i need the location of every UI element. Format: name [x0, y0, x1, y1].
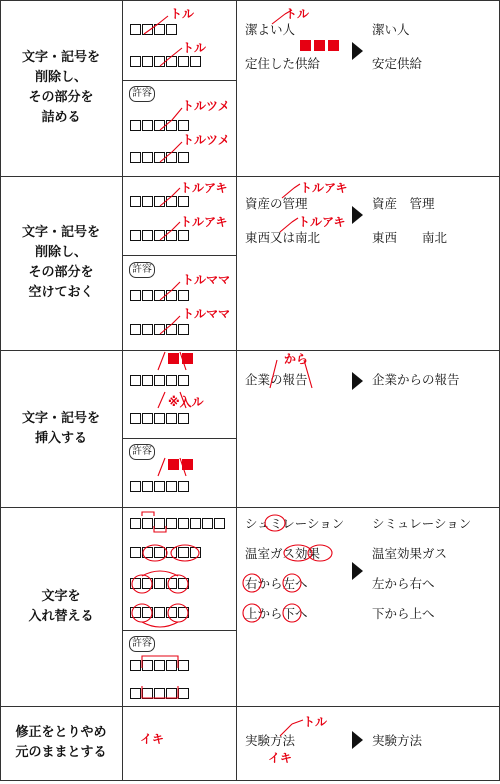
example-result: 実験方法: [372, 733, 423, 748]
example-source: 企業の報告: [245, 372, 308, 387]
strike-stroke: [272, 10, 292, 24]
category-insert: 文字・記号を 挿入する: [21, 410, 100, 446]
mark-toru: トル: [285, 7, 310, 21]
swap-stroke: [132, 575, 152, 593]
example-result: 資産 管理: [372, 196, 435, 211]
example-result: 潔い人: [372, 22, 410, 37]
strike-stroke: [160, 282, 180, 300]
swap-stroke: [243, 604, 261, 622]
category-delete-close: 文字・記号を 削除し、 その部分を 詰める: [21, 50, 100, 125]
mark-toruaki: トルアキ: [298, 215, 346, 229]
mark-torutsume: トルツメ: [182, 133, 230, 147]
strike-stroke: [280, 218, 298, 232]
mark-block: [182, 459, 193, 470]
swap-stroke: [265, 515, 285, 531]
swap-stroke: [243, 574, 261, 592]
category-swap: 文字を 入れ替える: [28, 588, 94, 624]
mark-toru: トル: [170, 7, 195, 21]
example-source: 東西又は南北: [245, 230, 321, 245]
swap-stroke: [168, 604, 188, 622]
example-source: 温室ガス効果: [245, 546, 321, 561]
swap-stroke: [132, 604, 152, 622]
example-result: 左から右へ: [372, 576, 435, 591]
strike-stroke: [160, 142, 182, 162]
mark-block: [314, 40, 325, 51]
mark-toru: トル: [303, 715, 328, 729]
mark-block: [328, 40, 339, 51]
example-result: シミュレーション: [372, 516, 472, 531]
allowed-badge: 許容: [129, 262, 155, 278]
swap-stroke: [143, 545, 167, 561]
mark-toruaki: トルアキ: [180, 215, 228, 229]
mark-torumama: トルママ: [182, 307, 231, 321]
example-source: 上から下へ: [245, 606, 308, 621]
example-result: 東西 南北: [372, 230, 448, 245]
swap-stroke: [142, 622, 178, 627]
swap-stroke: [168, 575, 188, 593]
strike-stroke: [160, 188, 180, 206]
swap-stroke: [142, 512, 166, 532]
mark-block: [168, 459, 179, 470]
allowed-badge: 許容: [129, 636, 155, 652]
insert-stroke: [158, 392, 186, 408]
example-source: 資産の管理: [245, 196, 308, 211]
swap-stroke: [171, 545, 199, 561]
swap-stroke: [142, 656, 178, 698]
mark-block: [168, 353, 179, 364]
mark-toruaki: トルアキ: [180, 181, 228, 195]
swap-stroke: [142, 571, 178, 576]
mark-block: [300, 40, 311, 51]
example-source: 定住した供給: [245, 56, 321, 71]
mark-toru: トル: [182, 41, 207, 55]
example-source: シュミレーション: [245, 516, 345, 531]
mark-block: [182, 353, 193, 364]
example-source: 潔よい人: [245, 22, 296, 37]
example-source: 実験方法: [245, 733, 296, 748]
allowed-badge: 許容: [129, 444, 155, 460]
example-result: 温室効果ガス: [372, 546, 448, 561]
allowed-badge: 許容: [129, 86, 155, 102]
strike-stroke: [160, 316, 180, 334]
swap-stroke: [283, 574, 301, 592]
mark-torumama: トルママ: [182, 273, 231, 287]
strike-stroke: [144, 16, 168, 34]
strike-stroke: [160, 108, 182, 130]
mark-toruaki: トルアキ: [300, 181, 348, 195]
mark-kara: から: [284, 352, 309, 366]
example-result: 企業からの報告: [372, 372, 460, 387]
strike-stroke: [160, 222, 180, 240]
mark-nyuru: ※入ル: [168, 395, 204, 409]
example-result: 安定供給: [372, 56, 423, 71]
category-delete-space: 文字・記号を 削除し、 その部分を 空けておく: [21, 225, 100, 300]
strike-stroke: [280, 720, 303, 736]
example-source: 右から左へ: [245, 576, 308, 591]
example-result: 下から上へ: [372, 606, 435, 621]
strike-stroke: [282, 184, 300, 198]
category-cancel: 修正をとりやめ 元のままとする: [15, 725, 107, 760]
mark-iki: イキ: [140, 732, 165, 746]
mark-torutsume: トルツメ: [182, 99, 230, 113]
strike-stroke: [160, 48, 182, 66]
swap-stroke: [283, 604, 301, 622]
mark-iki: イキ: [268, 751, 293, 765]
insert-stroke: [270, 360, 312, 388]
